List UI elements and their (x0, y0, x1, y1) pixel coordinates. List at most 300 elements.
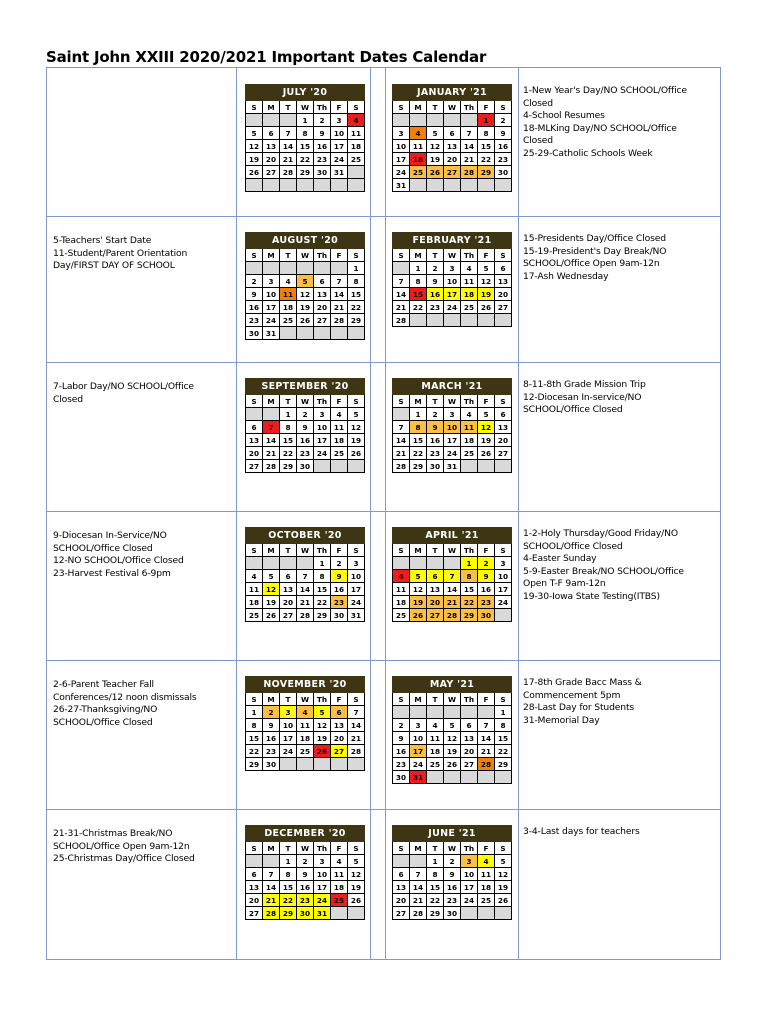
day-cell: 22 (280, 894, 297, 907)
day-cell: 11 (331, 868, 348, 881)
day-cell: 5 (348, 408, 365, 421)
day-cell: 31 (263, 327, 280, 340)
empty-day-cell (410, 114, 427, 127)
day-cell: 1 (246, 706, 263, 719)
day-cell: 5 (478, 408, 495, 421)
page-title: Saint John XXIII 2020/2021 Important Dates Calendar (46, 48, 487, 66)
day-cell: 26 (348, 894, 365, 907)
day-cell: 10 (314, 868, 331, 881)
day-cell: 2 (444, 855, 461, 868)
empty-day-cell (280, 758, 297, 771)
day-cell: 15 (314, 583, 331, 596)
weekday-label: Th (461, 544, 478, 557)
day-cell: 15 (410, 434, 427, 447)
empty-day-cell (478, 907, 495, 920)
day-cell: 13 (495, 421, 512, 434)
empty-day-cell (393, 557, 410, 570)
weekday-label: W (297, 693, 314, 706)
day-cell: 31 (331, 166, 348, 179)
note-line: 5-Teachers' Start Date (53, 235, 152, 246)
day-cell: 19 (314, 732, 331, 745)
weekday-label: Th (314, 101, 331, 114)
empty-day-cell (331, 179, 348, 192)
day-cell: 12 (478, 275, 495, 288)
weekday-label: M (410, 249, 427, 262)
empty-day-cell (297, 262, 314, 275)
weekday-label: W (297, 842, 314, 855)
day-cell: 19 (348, 881, 365, 894)
day-cell: 17 (331, 140, 348, 153)
day-cell: 30 (314, 166, 331, 179)
weekday-label: Th (461, 249, 478, 262)
empty-day-cell (410, 706, 427, 719)
day-cell: 18 (331, 434, 348, 447)
empty-day-cell (410, 855, 427, 868)
day-cell: 23 (495, 153, 512, 166)
note-line: Day/FIRST DAY OF SCHOOL (53, 260, 175, 272)
weekday-label: W (297, 395, 314, 408)
day-cell: 10 (444, 275, 461, 288)
day-cell: 14 (297, 583, 314, 596)
note-line: Closed (523, 135, 553, 147)
day-cell: 10 (444, 421, 461, 434)
day-cell: 26 (478, 301, 495, 314)
note-line: SCHOOL/Office Closed (53, 716, 153, 728)
day-cell: 12 (478, 421, 495, 434)
weekday-label: T (427, 842, 444, 855)
day-cell: 5 (314, 706, 331, 719)
weekday-label: S (393, 842, 410, 855)
empty-day-cell (393, 855, 410, 868)
day-cell: 29 (297, 166, 314, 179)
day-cell: 30 (427, 460, 444, 473)
day-cell: 11 (461, 421, 478, 434)
day-cell: 4 (297, 706, 314, 719)
empty-day-cell (280, 327, 297, 340)
weekday-label: T (427, 101, 444, 114)
day-cell: 27 (314, 314, 331, 327)
day-cell: 30 (393, 771, 410, 784)
column-divider (518, 68, 519, 959)
day-cell: 10 (314, 421, 331, 434)
weekday-label: S (348, 101, 365, 114)
day-cell: 21 (297, 596, 314, 609)
weekday-label: F (331, 101, 348, 114)
day-cell: 19 (427, 153, 444, 166)
weekday-label: M (263, 842, 280, 855)
day-cell: 31 (444, 460, 461, 473)
day-cell: 2 (427, 408, 444, 421)
day-cell: 25 (393, 609, 410, 622)
note-line: 4-Easter Sunday (523, 553, 597, 565)
day-cell: 29 (280, 460, 297, 473)
row-divider (47, 809, 720, 810)
day-cell: 9 (297, 421, 314, 434)
weekday-label: M (410, 395, 427, 408)
weekday-label: M (410, 842, 427, 855)
empty-day-cell (280, 114, 297, 127)
weekday-label: S (495, 693, 512, 706)
day-cell: 1 (478, 114, 495, 127)
day-cell: 4 (461, 408, 478, 421)
weekday-label: S (393, 249, 410, 262)
weekday-label: T (427, 544, 444, 557)
day-cell: 24 (314, 447, 331, 460)
month-name: JUNE '21 (393, 826, 512, 842)
weekday-label: F (331, 544, 348, 557)
day-cell: 28 (393, 460, 410, 473)
note-line: 15-19-President's Day Break/NO (523, 245, 667, 257)
note-line: Closed (53, 393, 83, 405)
day-cell: 20 (427, 596, 444, 609)
day-cell: 3 (263, 275, 280, 288)
note-line: Conferences/12 noon dismissals (53, 691, 197, 703)
day-cell: 16 (297, 881, 314, 894)
day-cell: 3 (495, 557, 512, 570)
empty-day-cell (297, 179, 314, 192)
month-calendar-left-5 (245, 825, 365, 920)
weekday-label: F (331, 693, 348, 706)
day-cell: 12 (427, 140, 444, 153)
day-cell: 10 (348, 570, 365, 583)
day-cell: 25 (331, 894, 348, 907)
day-cell: 30 (478, 609, 495, 622)
day-cell: 13 (331, 719, 348, 732)
note-line: 19-30-Iowa State Testing(ITBS) (523, 590, 660, 602)
day-cell: 9 (297, 868, 314, 881)
day-cell: 29 (478, 166, 495, 179)
day-cell: 13 (393, 881, 410, 894)
day-cell: 23 (263, 745, 280, 758)
day-cell: 13 (427, 583, 444, 596)
day-cell: 18 (393, 596, 410, 609)
weekday-label: W (444, 842, 461, 855)
day-cell: 17 (314, 881, 331, 894)
day-cell: 21 (393, 301, 410, 314)
weekday-label: M (263, 249, 280, 262)
empty-day-cell (410, 314, 427, 327)
row-divider (47, 511, 720, 512)
day-cell: 5 (263, 570, 280, 583)
note-line: 11-Student/Parent Orientation (53, 247, 188, 259)
month-calendar-right-4 (392, 676, 512, 784)
left-note-4 (53, 679, 197, 729)
day-cell: 16 (495, 140, 512, 153)
day-cell: 6 (263, 127, 280, 140)
day-cell: 23 (427, 301, 444, 314)
weekday-label: Th (461, 693, 478, 706)
day-cell: 16 (331, 583, 348, 596)
day-cell: 11 (461, 275, 478, 288)
day-cell: 1 (410, 408, 427, 421)
day-cell: 5 (427, 127, 444, 140)
weekday-label: S (348, 249, 365, 262)
day-cell: 25 (478, 894, 495, 907)
day-cell: 11 (410, 140, 427, 153)
day-cell: 16 (263, 732, 280, 745)
day-cell: 23 (393, 758, 410, 771)
month-name: OCTOBER '20 (246, 528, 365, 544)
day-cell: 9 (444, 868, 461, 881)
day-cell: 4 (393, 570, 410, 583)
empty-day-cell (410, 557, 427, 570)
day-cell: 24 (331, 153, 348, 166)
day-cell: 12 (444, 732, 461, 745)
day-cell: 8 (461, 570, 478, 583)
day-cell: 12 (297, 288, 314, 301)
day-cell: 1 (461, 557, 478, 570)
row-divider (47, 362, 720, 363)
empty-day-cell (478, 179, 495, 192)
day-cell: 5 (444, 719, 461, 732)
day-cell: 24 (348, 596, 365, 609)
day-cell: 24 (263, 314, 280, 327)
day-cell: 7 (478, 719, 495, 732)
day-cell: 11 (246, 583, 263, 596)
day-cell: 16 (314, 140, 331, 153)
day-cell: 17 (461, 881, 478, 894)
empty-day-cell (444, 706, 461, 719)
left-note-2 (53, 381, 194, 406)
weekday-label: W (444, 544, 461, 557)
empty-day-cell (246, 262, 263, 275)
day-cell: 10 (495, 570, 512, 583)
day-cell: 30 (263, 758, 280, 771)
day-cell: 24 (314, 894, 331, 907)
empty-day-cell (444, 771, 461, 784)
empty-day-cell (444, 179, 461, 192)
empty-day-cell (427, 114, 444, 127)
day-cell: 18 (246, 596, 263, 609)
month-name: MAY '21 (393, 677, 512, 693)
day-cell: 18 (280, 301, 297, 314)
day-cell: 8 (495, 719, 512, 732)
day-cell: 13 (246, 881, 263, 894)
empty-day-cell (478, 706, 495, 719)
day-cell: 15 (280, 434, 297, 447)
day-cell: 22 (478, 153, 495, 166)
day-cell: 23 (297, 447, 314, 460)
day-cell: 26 (246, 166, 263, 179)
day-cell: 10 (461, 868, 478, 881)
day-cell: 25 (331, 447, 348, 460)
day-cell: 11 (348, 127, 365, 140)
empty-day-cell (393, 408, 410, 421)
day-cell: 1 (314, 557, 331, 570)
day-cell: 27 (495, 301, 512, 314)
day-cell: 6 (495, 408, 512, 421)
day-cell: 20 (314, 301, 331, 314)
day-cell: 1 (348, 262, 365, 275)
empty-day-cell (314, 327, 331, 340)
weekday-label: S (495, 249, 512, 262)
day-cell: 5 (348, 855, 365, 868)
day-cell: 10 (331, 127, 348, 140)
day-cell: 24 (444, 301, 461, 314)
day-cell: 29 (314, 609, 331, 622)
day-cell: 28 (280, 166, 297, 179)
empty-day-cell (348, 166, 365, 179)
day-cell: 23 (478, 596, 495, 609)
day-cell: 17 (348, 583, 365, 596)
day-cell: 3 (461, 855, 478, 868)
note-line: 17-Ash Wednesday (523, 270, 609, 282)
note-line: 25-Christmas Day/Office Closed (53, 853, 195, 865)
day-cell: 28 (297, 609, 314, 622)
day-cell: 26 (314, 745, 331, 758)
month-calendar-right-3 (392, 527, 512, 622)
day-cell: 20 (444, 153, 461, 166)
day-cell: 2 (314, 114, 331, 127)
weekday-label: F (478, 101, 495, 114)
day-cell: 6 (314, 275, 331, 288)
weekday-label: M (263, 101, 280, 114)
day-cell: 1 (427, 855, 444, 868)
day-cell: 21 (280, 153, 297, 166)
day-cell: 7 (263, 868, 280, 881)
day-cell: 30 (297, 460, 314, 473)
day-cell: 30 (331, 609, 348, 622)
day-cell: 6 (246, 421, 263, 434)
weekday-label: F (478, 544, 495, 557)
day-cell: 8 (348, 275, 365, 288)
day-cell: 29 (280, 907, 297, 920)
day-cell: 4 (410, 127, 427, 140)
day-cell: 1 (280, 855, 297, 868)
weekday-label: S (246, 101, 263, 114)
day-cell: 19 (246, 153, 263, 166)
day-cell: 3 (348, 557, 365, 570)
month-name: SEPTEMBER '20 (246, 379, 365, 395)
day-cell: 9 (427, 421, 444, 434)
empty-day-cell (393, 706, 410, 719)
day-cell: 17 (263, 301, 280, 314)
empty-day-cell (263, 262, 280, 275)
day-cell: 12 (314, 719, 331, 732)
day-cell: 22 (410, 447, 427, 460)
weekday-label: Th (314, 842, 331, 855)
empty-day-cell (444, 557, 461, 570)
note-line: 23-Harvest Festival 6-9pm (53, 567, 171, 579)
day-cell: 7 (393, 275, 410, 288)
note-line: SCHOOL/Office Open 9am-12n (53, 840, 190, 852)
day-cell: 11 (280, 288, 297, 301)
day-cell: 27 (263, 166, 280, 179)
day-cell: 27 (444, 166, 461, 179)
day-cell: 18 (331, 881, 348, 894)
day-cell: 22 (314, 596, 331, 609)
empty-day-cell (461, 314, 478, 327)
empty-day-cell (348, 327, 365, 340)
day-cell: 21 (263, 447, 280, 460)
day-cell: 15 (495, 732, 512, 745)
empty-day-cell (263, 408, 280, 421)
day-cell: 17 (314, 434, 331, 447)
day-cell: 6 (280, 570, 297, 583)
day-cell: 28 (393, 314, 410, 327)
note-line: 28-Last Day for Students (523, 702, 635, 714)
weekday-label: W (444, 249, 461, 262)
weekday-label: T (427, 395, 444, 408)
right-note-3 (523, 528, 684, 604)
empty-day-cell (331, 460, 348, 473)
day-cell: 4 (280, 275, 297, 288)
left-note-5 (53, 828, 195, 866)
empty-day-cell (444, 314, 461, 327)
day-cell: 19 (478, 288, 495, 301)
month-name: JANUARY '21 (393, 85, 512, 101)
day-cell: 19 (478, 434, 495, 447)
day-cell: 25 (461, 301, 478, 314)
day-cell: 4 (331, 408, 348, 421)
day-cell: 14 (410, 881, 427, 894)
weekday-label: S (495, 101, 512, 114)
day-cell: 2 (495, 114, 512, 127)
weekday-label: S (246, 395, 263, 408)
empty-day-cell (461, 114, 478, 127)
month-name: DECEMBER '20 (246, 826, 365, 842)
day-cell: 4 (478, 855, 495, 868)
month-name: MARCH '21 (393, 379, 512, 395)
day-cell: 6 (331, 706, 348, 719)
day-cell: 28 (444, 609, 461, 622)
day-cell: 5 (478, 262, 495, 275)
day-cell: 25 (246, 609, 263, 622)
month-calendar-left-3 (245, 527, 365, 622)
right-note-5 (523, 826, 640, 839)
day-cell: 13 (246, 434, 263, 447)
month-calendar-left-2 (245, 378, 365, 473)
month-name: AUGUST '20 (246, 233, 365, 249)
day-cell: 22 (410, 301, 427, 314)
weekday-label: S (393, 395, 410, 408)
day-cell: 5 (495, 855, 512, 868)
day-cell: 4 (461, 262, 478, 275)
note-line: SCHOOL/Office Closed (523, 404, 623, 416)
day-cell: 30 (495, 166, 512, 179)
weekday-label: F (478, 693, 495, 706)
day-cell: 21 (263, 894, 280, 907)
empty-day-cell (444, 114, 461, 127)
day-cell: 15 (297, 140, 314, 153)
month-calendar-right-2 (392, 378, 512, 473)
day-cell: 23 (427, 447, 444, 460)
empty-day-cell (314, 460, 331, 473)
day-cell: 10 (263, 288, 280, 301)
day-cell: 26 (297, 314, 314, 327)
day-cell: 17 (410, 745, 427, 758)
day-cell: 8 (410, 421, 427, 434)
note-line: SCHOOL/Office Open 9am-12n (523, 258, 660, 270)
empty-day-cell (495, 907, 512, 920)
weekday-label: M (263, 395, 280, 408)
day-cell: 9 (393, 732, 410, 745)
weekday-label: W (297, 544, 314, 557)
day-cell: 6 (461, 719, 478, 732)
day-cell: 17 (393, 153, 410, 166)
weekday-label: T (280, 544, 297, 557)
empty-day-cell (461, 771, 478, 784)
day-cell: 13 (314, 288, 331, 301)
day-cell: 21 (461, 153, 478, 166)
weekday-label: W (444, 395, 461, 408)
note-line: SCHOOL/Office Closed (523, 540, 623, 552)
row-divider (47, 216, 720, 217)
day-cell: 7 (461, 127, 478, 140)
note-line: SCHOOL/Office Closed (53, 542, 153, 554)
weekday-label: S (495, 395, 512, 408)
empty-day-cell (427, 557, 444, 570)
